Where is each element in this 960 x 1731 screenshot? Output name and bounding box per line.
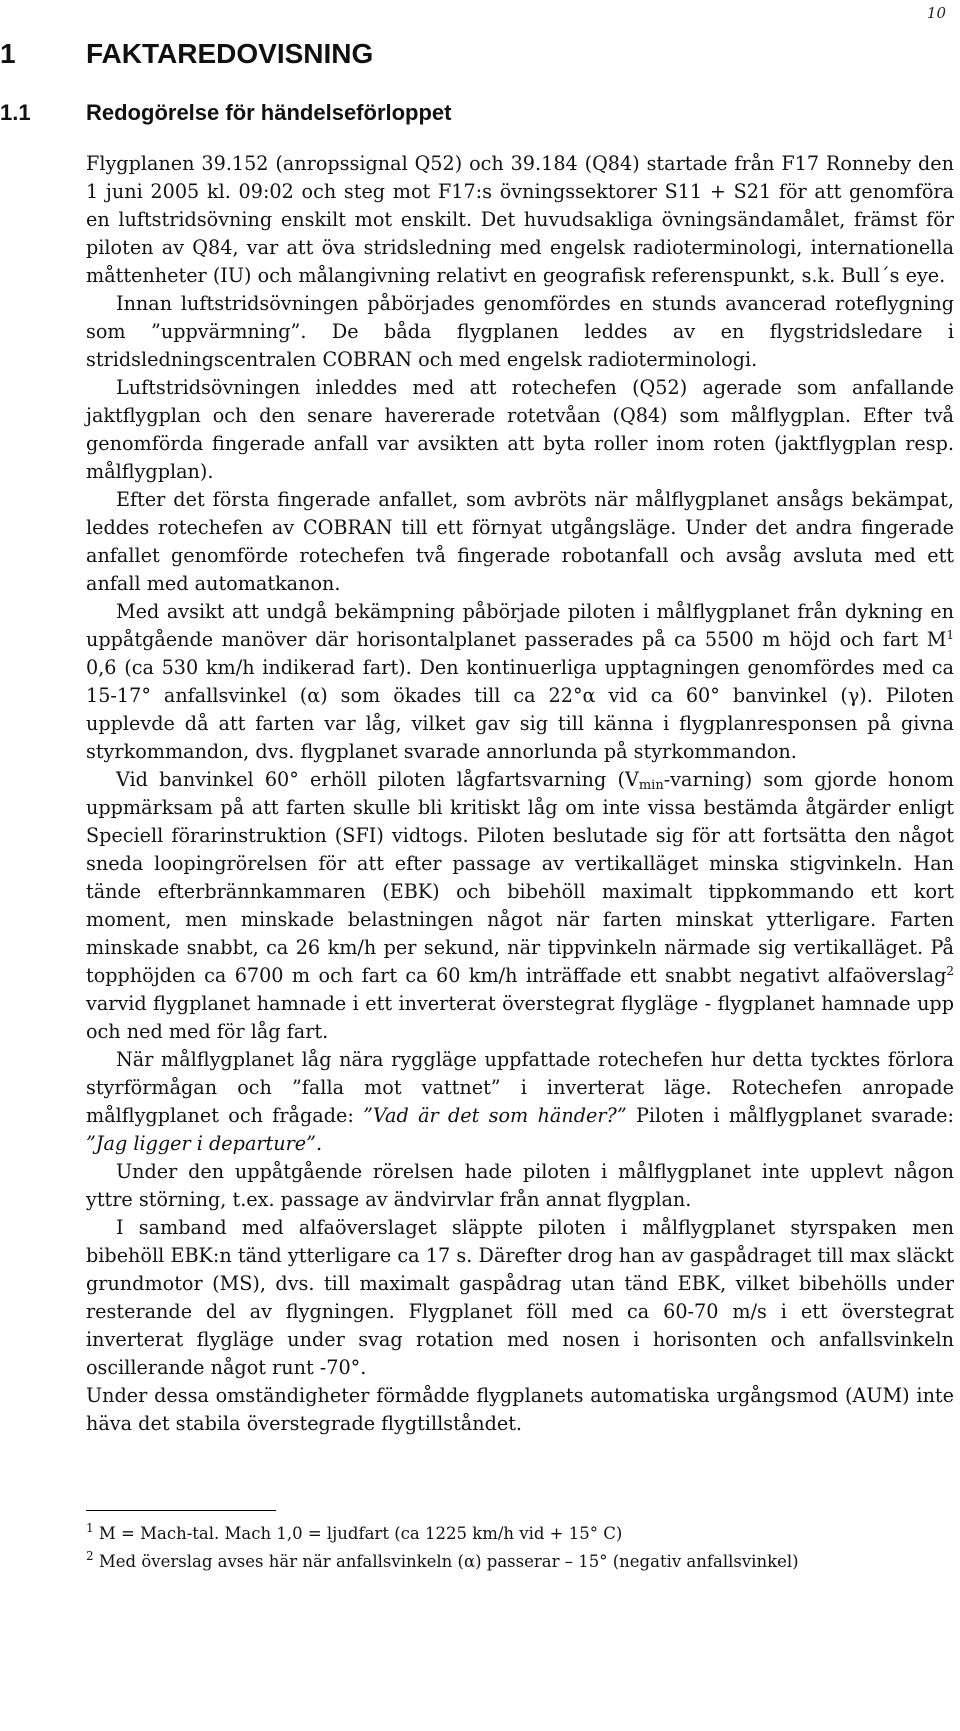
- paragraph-6: [86, 766, 954, 1046]
- paragraph-6-text-a: Vid banvinkel 60° erhöll piloten lågfartsvarning (V: [116, 768, 639, 791]
- paragraph-3: Luftstridsövningen inleddes med att rotechefen (Q52) agerade som anfallande jaktflygplan och den senare havererade rotetvåan (Q84) som målflygplan. Efter två genomförda fingerade anfall var avsikten att byta roller inom roten (jaktflygplan resp. målflygplan).: [86, 376, 954, 483]
- footnotes: [86, 1520, 956, 1576]
- footnote-1-text: M = Mach-tal. Mach 1,0 = ljudfart (ca 1225 km/h vid + 15° C): [93, 1524, 623, 1543]
- paragraph-6-text-c: varvid flygplanet hamnade i ett inverterat överstegrat flygläge - flygplanet hamnade upp och ned med för låg fart.: [86, 992, 954, 1043]
- chapter-title: FAKTAREDOVISNING: [86, 38, 374, 69]
- page-number: 10: [926, 4, 946, 22]
- radio-quote-2: ”Jag ligger i departure”.: [86, 1132, 323, 1155]
- footnote-2-mark: 2: [86, 1549, 94, 1563]
- paragraph-6-text-b: -varning) som gjorde honom uppmärksam på att farten skulle bli kritiskt låg om inte vissa bestämda åtgärder enligt Speciell förarinstruktion (SFI) vidtogs. Piloten beslutade sig för att fortsätta den något sneda loopingrörelsen för att efter passage av vertikalläget minska stigvinkeln. Han tände efterbrännkammaren (EBK) och bibehöll maximalt tippkommando ett kort moment, men minskade belastningen något när farten minskat ytterligare. Farten minskade snabbt, ca 26 km/h per sekund, när tippvinkeln närmade sig vertikalläget. På topphöjden ca 6700 m och fart ca 60 km/h inträffade ett snabbt negativt alfaöverslag: [86, 768, 954, 987]
- paragraph-5-text-a: Med avsikt att undgå bekämpning påbörjade piloten i målflygplanet från dykning en uppåtgående manöver där horisontalplanet passerades på ca 5500 m höjd och fart M: [86, 600, 954, 651]
- paragraph-7-text-b: Piloten i målflygplanet svarade:: [626, 1104, 954, 1127]
- section-title: Redogörelse för händelseförloppet: [86, 100, 452, 125]
- body-text: [86, 150, 954, 1438]
- paragraph-4: Efter det första fingerade anfallet, som avbröts när målflygplanet ansågs bekämpat, leddes rotechefen av COBRAN till ett förnyat utgångsläge. Under det andra fingerade anfallet genomförde rotechefen två fingerade robotanfall och avsåg avsluta med ett anfall med automatkanon.: [86, 488, 954, 595]
- radio-quote-1: ”Vad är det som händer?”: [363, 1104, 627, 1127]
- paragraph-2: Innan luftstridsövningen påbörjades genomfördes en stunds avancerad roteflygning som ”uppvärmning”. De båda flygplanen leddes av en flygstridsledare i stridsledningscentralen COBRAN och med engelsk radioterminologi.: [86, 292, 954, 371]
- footnote-1: [86, 1520, 956, 1548]
- chapter-number: 1: [0, 38, 16, 69]
- paragraph-5-text-b: 0,6 (ca 530 km/h indikerad fart). Den kontinuerliga upptagningen genomfördes med ca 15-17° anfallsvinkel (α) som ökades till ca 22°α vid ca 60° banvinkel (γ). Piloten upplevde då att farten var låg, vilket gav sig till känna i flygplanresponsen på givna styrkommandon, dvs. flygplanet svarade annorlunda på styrkommandon.: [86, 656, 954, 763]
- footnote-ref-2: 2: [946, 964, 954, 978]
- chapter-heading: [0, 38, 373, 70]
- paragraph-9: I samband med alfaöverslaget släppte piloten i målflygplanet styrspaken men bibehöll EBK:n tänd ytterligare ca 17 s. Därefter drog han av gaspådraget till max släckt grundmotor (MS), dvs. till maximalt gaspådrag utan tänd EBK, vilket bibehölls under resterande del av flygningen. Flygplanet föll med ca 60-70 m/s i ett överstegrat inverterat flygläge under svag rotation med nosen i horisonten och anfallsvinkeln oscillerande något runt -70°.: [86, 1216, 954, 1379]
- section-number: 1.1: [0, 100, 31, 125]
- footnote-ref-1: 1: [946, 628, 954, 642]
- paragraph-8: Under den uppåtgående rörelsen hade piloten i målflygplanet inte upplevt någon yttre störning, t.ex. passage av ändvirvlar från annat flygplan.: [86, 1160, 954, 1211]
- footnote-divider: [86, 1510, 276, 1511]
- paragraph-7: [86, 1046, 954, 1158]
- paragraph-7-text-a: När målflygplanet låg nära rygglägе uppfattade rotechefen hur detta tycktes förlora styrförmågan och ”falla mot vattnet” i inverterat läge. Rotechefen anropade målflygplanet och frågade:: [86, 1048, 954, 1127]
- paragraph-1: Flygplanen 39.152 (anropssignal Q52) och 39.184 (Q84) startade från F17 Ronneby den 1 juni 2005 kl. 09:02 och steg mot F17:s övningssektorer S11 + S21 för att genomföra en luftstridsövning enskilt mot enskilt. Det huvudsakliga övningsändamålet, främst för piloten av Q84, var att öva stridsledning med engelsk radioterminologi, internationella måttenheter (IU) och målangivning relativt en geografisk referenspunkt, s.k. Bull´s eye.: [86, 152, 954, 287]
- paragraph-5: [86, 598, 954, 766]
- section-heading: [0, 100, 452, 126]
- footnote-2: [86, 1548, 956, 1576]
- footnote-2-text: Med överslag avses här när anfallsvinkeln (α) passerar – 15° (negativ anfallsvinkel): [93, 1552, 799, 1571]
- footnote-1-mark: 1: [86, 1521, 94, 1535]
- vmin-subscript: min: [638, 778, 664, 793]
- paragraph-10: Under dessa omständigheter förmådde flygplanets automatiska urgångsmod (AUM) inte häva det stabila överstegrade flygtillståndet.: [86, 1384, 954, 1435]
